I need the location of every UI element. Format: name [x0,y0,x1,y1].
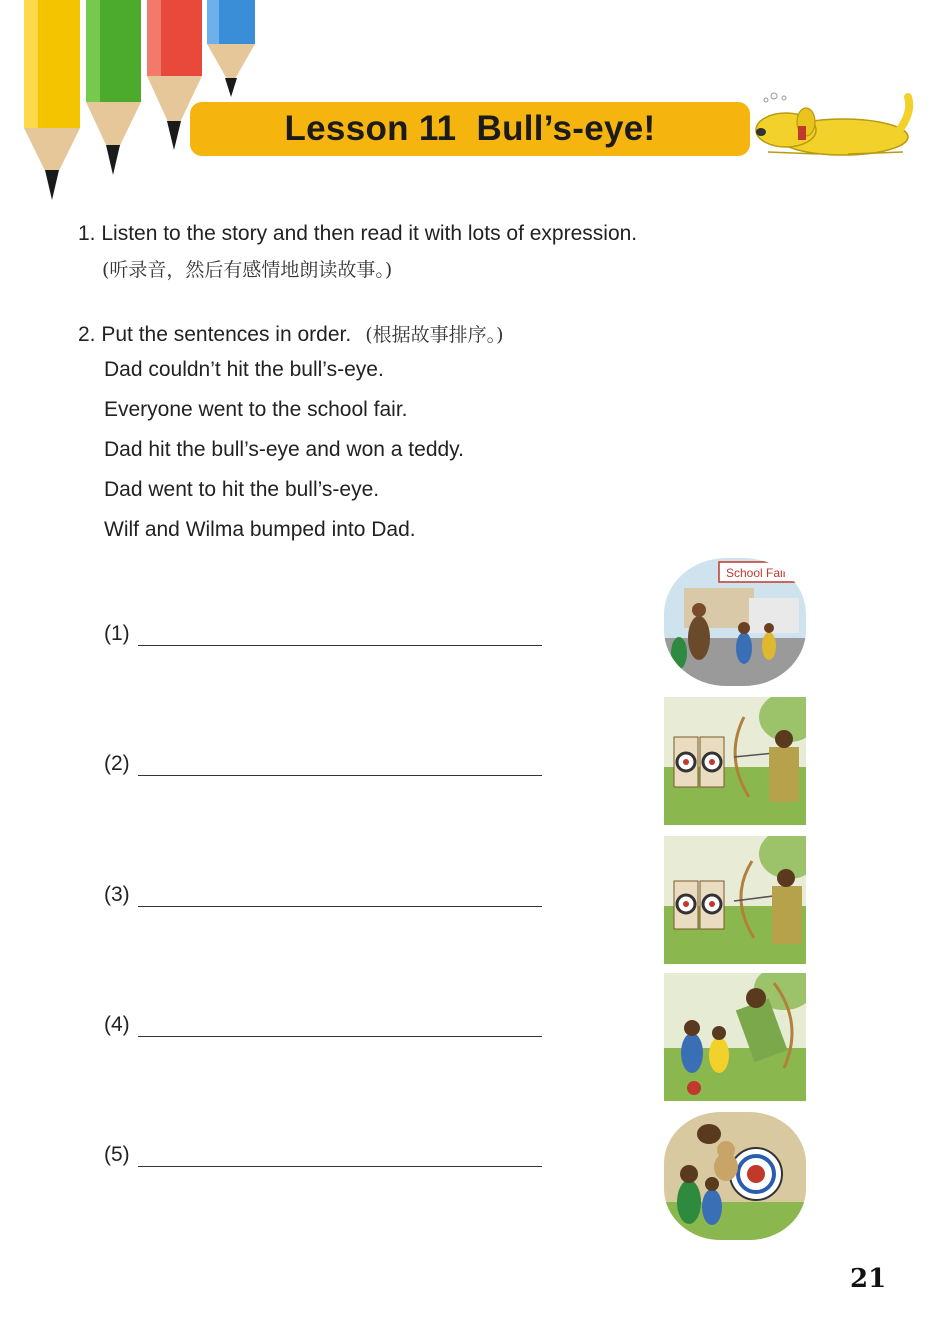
answer-row-1 [104,622,542,646]
answer-label: (1) [104,622,130,645]
sentence-item: Dad couldn’t hit the bull’s-eye. [104,358,384,381]
answer-label: (5) [104,1143,130,1166]
kids-bump-dad-picture [664,973,806,1101]
answer-label: (4) [104,1013,130,1036]
fair-sign-text: School Fair [726,566,787,580]
answer-row-4 [104,1013,542,1037]
exercise-1-instruction-cn: (听录音，然后有感情地朗读故事。) [102,259,393,281]
exercise-2-instruction [78,320,504,347]
sleeping-dog-icon [748,92,920,162]
lesson-title: Lesson 11 Bull’s-eye! [284,109,656,148]
answer-label: (3) [104,883,130,906]
answer-blank-1[interactable] [138,623,542,646]
sentence-item: Dad hit the bull’s-eye and won a teddy. [104,438,464,461]
sentence-list [104,355,464,555]
answer-label: (2) [104,752,130,775]
sentence-item: Wilf and Wilma bumped into Dad. [104,518,416,541]
answer-blank-3[interactable] [138,884,542,907]
exercise-1-instruction: 1. Listen to the story and then read it with lots of expression. [78,222,638,245]
exercise-2-text: 2. Put the sentences in order. [78,323,352,346]
answer-blank-5[interactable] [138,1144,542,1167]
answer-row-2 [104,752,542,776]
teddy-win-picture [664,1112,806,1240]
answer-row-5 [104,1143,542,1167]
sentence-item: Dad went to hit the bull’s-eye. [104,478,380,501]
page-number: 21 [850,1264,887,1294]
exercise-2-instruction-cn: (根据故事排序。) [365,324,504,346]
answer-blank-2[interactable] [138,753,542,776]
title-banner [190,102,750,156]
answer-row-3 [104,883,542,907]
dad-aiming-picture [664,697,806,825]
sentence-item: Everyone went to the school fair. [104,398,408,421]
school-fair-picture [664,558,806,686]
dad-missing-picture [664,836,806,964]
answer-blank-4[interactable] [138,1014,542,1037]
